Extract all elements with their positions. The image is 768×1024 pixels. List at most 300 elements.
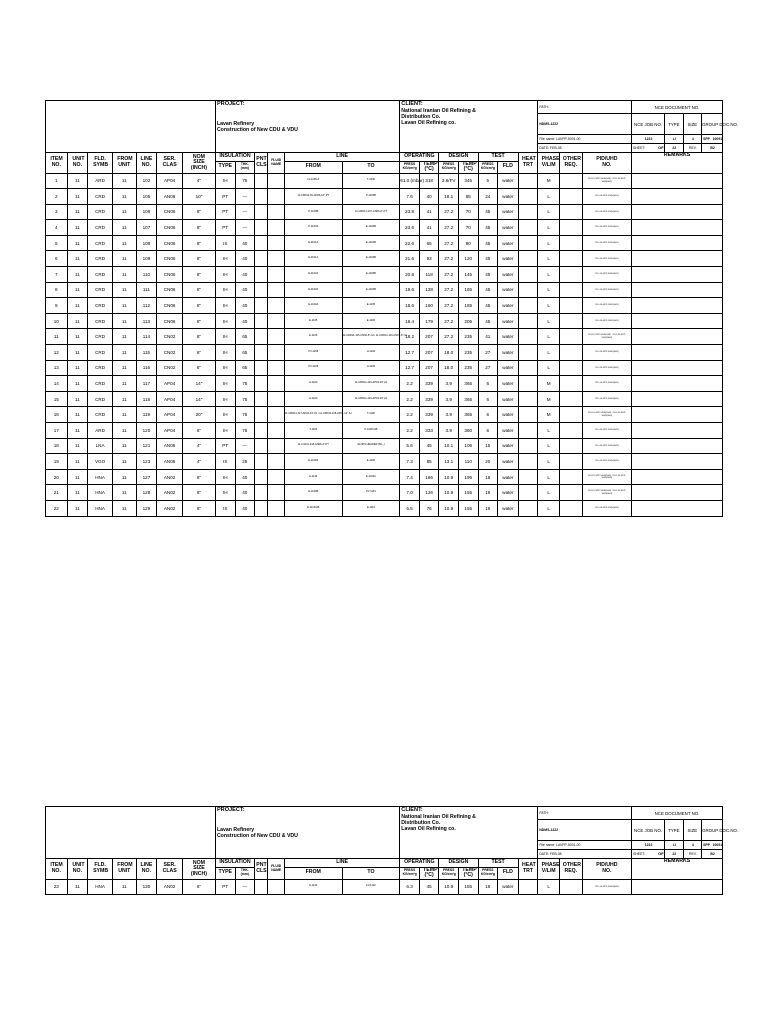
- cell-fluid-name: [268, 485, 284, 501]
- cell-ins-thk: 65: [235, 345, 255, 361]
- cell-other-req: [559, 500, 582, 516]
- cell-heat-trt: [518, 345, 538, 361]
- cell-pnt-cls: [255, 298, 268, 314]
- cell-ser-clas: AN02: [157, 879, 183, 895]
- cell-unit: 11: [67, 879, 88, 895]
- cell-from-unit: 11: [112, 423, 136, 439]
- cell-heat-trt: [518, 391, 538, 407]
- cell-other-req: [559, 313, 582, 329]
- cell-d-temp: 365: [458, 391, 478, 407]
- cell-pnt-cls: [255, 376, 268, 392]
- cell-nom-size: 6": [182, 485, 215, 501]
- cell-ins-thk: —: [235, 204, 255, 220]
- title-blank-cell: [46, 101, 216, 153]
- cell-op-temp: 93: [419, 251, 439, 267]
- cell-ins-type: IH: [215, 376, 235, 392]
- cell-other-req: [559, 879, 582, 895]
- cell-pnt-cls: [255, 329, 268, 345]
- cell-op-press: 21.6: [400, 251, 420, 267]
- cell-fld-symb: ARD: [88, 173, 113, 189]
- cell-item: 14: [46, 376, 68, 392]
- cell-pnt-cls: [255, 313, 268, 329]
- cell-heat-trt: [518, 423, 538, 439]
- cell-ser-clas: CN06: [157, 235, 183, 251]
- cell-remarks: [632, 298, 723, 314]
- cell-ins-thk: —: [235, 220, 255, 236]
- col-nom-size: NOM SIZE (INCH): [182, 153, 215, 174]
- cell-pid: 11LI-DI-SPP-5005(SH3): [582, 438, 631, 454]
- path-label: PATH:: [538, 807, 632, 820]
- col-operating: OPERATING: [400, 153, 439, 162]
- sheet-field: [632, 850, 665, 859]
- cell-heat-trt: [518, 438, 538, 454]
- col-t-press: PRESS KG/cm²g: [478, 867, 498, 879]
- cell-remarks: [632, 329, 723, 345]
- cell-d-press: 27.2: [439, 282, 459, 298]
- cell-d-temp: 120: [458, 251, 478, 267]
- cell-d-press: 3.9: [439, 391, 459, 407]
- project-description: Construction of New CDU & VDU: [216, 833, 298, 839]
- cell-line-no: 123: [136, 454, 157, 470]
- project-name: Lavan Refinery: [216, 827, 255, 833]
- cell-fld-symb: CRD: [88, 235, 113, 251]
- cell-d-press: 27.2: [439, 267, 459, 283]
- cell-pid: 11LI-DI-SPP-5005(SH1): [582, 298, 631, 314]
- cell-t-press: 45: [478, 267, 498, 283]
- cell-phase: L: [538, 313, 560, 329]
- cell-heat-trt: [518, 329, 538, 345]
- cell-ser-clas: CN06: [157, 267, 183, 283]
- cell-line-no: 117: [136, 376, 157, 392]
- cell-line-no: 130: [136, 879, 157, 895]
- cell-op-temp: 118: [419, 267, 439, 283]
- col-line-to: TO: [342, 867, 400, 879]
- cell-op-temp: 45: [419, 438, 439, 454]
- cell-t-fld: water: [498, 360, 519, 376]
- col-t-fld: FLD: [498, 867, 519, 879]
- cell-line-no: 112: [136, 298, 157, 314]
- cell-nom-size: 6": [182, 500, 215, 516]
- cell-fluid-name: [268, 204, 284, 220]
- cell-ins-type: IH: [215, 360, 235, 376]
- cell-d-press: 3.9: [439, 423, 459, 439]
- cell-other-req: [559, 204, 582, 220]
- cell-t-press: 41: [478, 329, 498, 345]
- cell-from-unit: 11: [112, 391, 136, 407]
- cell-heat-trt: [518, 313, 538, 329]
- cell-line-to: E-1200: [342, 454, 400, 470]
- table-row: [46, 879, 723, 895]
- cell-unit: 11: [67, 251, 88, 267]
- cell-line-no: 118: [136, 391, 157, 407]
- col-t-fld: FLD: [498, 161, 519, 173]
- cell-remarks: [632, 485, 723, 501]
- cell-d-press: 27.2: [439, 329, 459, 345]
- cell-phase: L: [538, 485, 560, 501]
- cell-op-press: 7.6: [400, 189, 420, 205]
- table-row: [46, 360, 723, 376]
- cell-fld-symb: CRD: [88, 220, 113, 236]
- cell-pid: 11LI-DI-SPP-5005(SH3): [582, 879, 631, 895]
- path-label: PATH:: [538, 101, 632, 114]
- cell-unit: 11: [67, 345, 88, 361]
- cell-unit: 11: [67, 329, 88, 345]
- cell-remarks: [632, 282, 723, 298]
- cell-ins-type: PT: [215, 189, 235, 205]
- cell-other-req: [559, 235, 582, 251]
- cell-phase: L: [538, 267, 560, 283]
- cell-t-press: 45: [478, 282, 498, 298]
- cell-nom-size: 6": [182, 423, 215, 439]
- cell-d-press: 10.9: [439, 879, 459, 895]
- cell-fld-symb: CRD: [88, 189, 113, 205]
- cell-t-press: 45: [478, 313, 498, 329]
- cell-op-press: 23.8: [400, 204, 420, 220]
- cell-fld-symb: CRD: [88, 313, 113, 329]
- file-name: File name: LAVPP-5001-00: [538, 135, 632, 144]
- project-cell: [215, 101, 399, 153]
- cell-fluid-name: [268, 298, 284, 314]
- ndms-number: NDMS-1222: [538, 114, 632, 135]
- cell-heat-trt: [518, 407, 538, 423]
- col-design: DESIGN: [439, 153, 478, 162]
- cell-pid: 11LI-DI-SPP-5005(SH2): [582, 345, 631, 361]
- cell-line-from: E-1112: [284, 879, 342, 895]
- cell-remarks: [632, 879, 723, 895]
- cell-ins-type: IH: [215, 423, 235, 439]
- file-name: File name: LAVPP-5001-00: [538, 841, 632, 850]
- cell-line-from: E-1105: [284, 313, 342, 329]
- cell-ins-thk: 40: [235, 313, 255, 329]
- col-pnt-cls: PNT CLS: [255, 859, 268, 880]
- client-line-2: Distribution Co.: [401, 114, 441, 120]
- cell-ins-thk: 40: [235, 282, 255, 298]
- cell-d-temp: 70: [458, 220, 478, 236]
- cell-t-press: 6: [478, 407, 498, 423]
- cell-pid: 11LI-DI-SPP-5005(SH3): [582, 500, 631, 516]
- cell-line-no: 110: [136, 267, 157, 283]
- docno-label: DOC.NO.: [719, 827, 739, 833]
- cell-pnt-cls: [255, 438, 268, 454]
- cell-unit: 11: [67, 438, 88, 454]
- cell-ins-thk: —: [235, 879, 255, 895]
- sheet-of: OF: [658, 145, 664, 150]
- cell-line-no: 127: [136, 469, 157, 485]
- cell-ser-clas: AP04: [157, 407, 183, 423]
- col-pid-uhd-no: PID/UHD NO.: [582, 153, 631, 174]
- cell-nom-size: 10": [182, 189, 215, 205]
- cell-line-from: PV-1198: [284, 345, 342, 361]
- cell-t-press: 6: [478, 391, 498, 407]
- cell-unit: 11: [67, 267, 88, 283]
- cell-d-temp: 155: [458, 485, 478, 501]
- cell-ins-type: IH: [215, 329, 235, 345]
- cell-line-to: E-1106: [342, 313, 400, 329]
- cell-nom-size: 8": [182, 267, 215, 283]
- cell-line-from: 11-CRD11-117-AP04-14"-IH / 11-CRD11-118-AP04-14"-IH: [284, 407, 342, 423]
- cell-t-fld: water: [498, 189, 519, 205]
- cell-op-temp: 207: [419, 360, 439, 376]
- cell-op-press: 19.6: [400, 282, 420, 298]
- cell-line-no: 129: [136, 500, 157, 516]
- cell-op-press: 2.2: [400, 376, 420, 392]
- cell-d-temp: 365: [458, 407, 478, 423]
- cell-heat-trt: [518, 454, 538, 470]
- cell-ins-thk: 75: [235, 423, 255, 439]
- cell-unit: 11: [67, 407, 88, 423]
- cell-ser-clas: AN06: [157, 438, 183, 454]
- cell-fluid-name: [268, 251, 284, 267]
- cell-line-to: E-1102B: [342, 251, 400, 267]
- cell-heat-trt: [518, 360, 538, 376]
- cell-t-press: 6: [478, 423, 498, 439]
- cell-other-req: [559, 220, 582, 236]
- cell-fld-symb: CRD: [88, 360, 113, 376]
- cell-item: 5: [46, 235, 68, 251]
- cell-ser-clas: CN02: [157, 360, 183, 376]
- cell-op-temp: 65: [419, 235, 439, 251]
- cell-item: 22: [46, 500, 68, 516]
- cell-pnt-cls: [255, 469, 268, 485]
- cell-ins-thk: 75: [235, 391, 255, 407]
- title-blank-cell: [46, 807, 216, 859]
- col-operating: OPERATING: [400, 859, 439, 868]
- job-no-value: 1222: [632, 841, 665, 850]
- cell-ser-clas: CN02: [157, 329, 183, 345]
- cell-item: 16: [46, 407, 68, 423]
- cell-pnt-cls: [255, 220, 268, 236]
- cell-op-temp: 126: [419, 485, 439, 501]
- cell-item: 10: [46, 313, 68, 329]
- cell-ser-clas: CN06: [157, 313, 183, 329]
- cell-phase: L: [538, 329, 560, 345]
- cell-line-no: 109: [136, 251, 157, 267]
- cell-op-temp: 41: [419, 204, 439, 220]
- col-line-no: LINE NO.: [136, 859, 157, 880]
- cell-remarks: [632, 391, 723, 407]
- cell-unit: 11: [67, 235, 88, 251]
- cell-phase: L: [538, 189, 560, 205]
- cell-pid: 11LI-DI-SPP-5005(SH1): [582, 204, 631, 220]
- col-from-unit: FROM UNIT: [112, 859, 136, 880]
- cell-nom-size: 4": [182, 454, 215, 470]
- cell-ins-type: IS: [215, 500, 235, 516]
- table-row: [46, 313, 723, 329]
- col-fluid-name: FLUID NAME: [268, 153, 284, 174]
- cell-pid: 11LI-DI-SPP-5005(SH1): [582, 313, 631, 329]
- line-list-table-1: [45, 100, 739, 517]
- cell-d-temp: 360: [458, 423, 478, 439]
- cell-op-press: 12.7: [400, 345, 420, 361]
- cell-item: 7: [46, 267, 68, 283]
- cell-op-press: 2.2: [400, 423, 420, 439]
- cell-line-to: H-1100: [342, 345, 400, 361]
- cell-ins-type: PT: [215, 879, 235, 895]
- sheet-total: 22: [665, 144, 684, 153]
- cell-d-press: 3.6/FV: [439, 173, 459, 189]
- cell-ins-type: IH: [215, 251, 235, 267]
- cell-line-to: SLOPS HEADER (B.L.): [342, 438, 400, 454]
- cell-other-req: [559, 454, 582, 470]
- cell-from-unit: 11: [112, 360, 136, 376]
- cell-fluid-name: [268, 879, 284, 895]
- cell-t-press: 16: [478, 500, 498, 516]
- cell-phase: L: [538, 298, 560, 314]
- cell-fluid-name: [268, 173, 284, 189]
- cell-fld-symb: VGO: [88, 454, 113, 470]
- cell-pid: 11LI-DI-SPP-5005(SH3): [582, 454, 631, 470]
- cell-from-unit: 11: [112, 345, 136, 361]
- cell-ins-type: IH: [215, 173, 235, 189]
- cell-ser-clas: AN06: [157, 189, 183, 205]
- cell-pnt-cls: [255, 423, 268, 439]
- client-line-1: National Iranian Oil Refining &: [401, 108, 476, 114]
- cell-op-press: 7.3: [400, 454, 420, 470]
- cell-ins-type: IH: [215, 391, 235, 407]
- cell-ins-type: IH: [215, 469, 235, 485]
- cell-op-press: 6.5: [400, 500, 420, 516]
- cell-item: 15: [46, 391, 68, 407]
- cell-t-press: 15: [478, 438, 498, 454]
- cell-from-unit: 11: [112, 220, 136, 236]
- cell-item: 8: [46, 282, 68, 298]
- cell-item: 3: [46, 204, 68, 220]
- cell-d-press: 3.9: [439, 376, 459, 392]
- cell-op-press: 2.2: [400, 391, 420, 407]
- cell-t-fld: water: [498, 235, 519, 251]
- cell-line-to: FV-1132: [342, 879, 400, 895]
- cell-line-from: E-1101A: [284, 251, 342, 267]
- cell-op-press: 61.0 (mbar): [400, 173, 420, 189]
- cell-fluid-name: [268, 376, 284, 392]
- cell-ins-type: IS: [215, 454, 235, 470]
- cell-d-temp: 165: [458, 282, 478, 298]
- cell-unit: 11: [67, 313, 88, 329]
- cell-op-temp: 85: [419, 454, 439, 470]
- col-item-no: ITEM NO.: [46, 153, 68, 174]
- cell-line-no: 115: [136, 345, 157, 361]
- cell-d-temp: 195: [458, 469, 478, 485]
- cell-fluid-name: [268, 267, 284, 283]
- cell-remarks: [632, 220, 723, 236]
- cell-line-to: 11-CRD11-119-AP04-20"-IH: [342, 391, 400, 407]
- cell-line-from: 11-CRD11-81-AN06-10"-PT: [284, 189, 342, 205]
- cell-line-to: T-1200: [342, 173, 400, 189]
- col-line-to: TO: [342, 161, 400, 173]
- table-row: [46, 500, 723, 516]
- col-ser-clas: SER. CLAS: [157, 153, 183, 174]
- cell-heat-trt: [518, 298, 538, 314]
- col-heat-trt: HEAT TRT: [518, 859, 538, 880]
- cell-op-temp: 166: [419, 469, 439, 485]
- cell-d-temp: 155: [458, 500, 478, 516]
- cell-ser-clas: AN02: [157, 469, 183, 485]
- cell-ser-clas: CN06: [157, 220, 183, 236]
- group-docno-values: [702, 135, 723, 144]
- col-item-no: ITEM NO.: [46, 859, 68, 880]
- cell-fld-symb: CRD: [88, 345, 113, 361]
- cell-from-unit: 11: [112, 298, 136, 314]
- table-row: [46, 391, 723, 407]
- cell-heat-trt: [518, 485, 538, 501]
- cell-nom-size: 14": [182, 391, 215, 407]
- cell-line-to: 11-CRD11-115-CN02-8"-IH / 11-CRD11-116-CN02-8"-IH: [342, 329, 400, 345]
- cell-item: 9: [46, 298, 68, 314]
- col-ins-thk: THK. (mm): [235, 161, 255, 173]
- cell-other-req: [559, 267, 582, 283]
- cell-from-unit: 11: [112, 189, 136, 205]
- cell-line-from: E-1116: [284, 469, 342, 485]
- cell-fld-symb: HNA: [88, 485, 113, 501]
- cell-item: 2: [46, 189, 68, 205]
- cell-pid: 11LI-DI-SPP-5005(SH3): [582, 423, 631, 439]
- docno-value: 10091: [712, 843, 723, 847]
- cell-remarks: [632, 360, 723, 376]
- cell-other-req: [559, 407, 582, 423]
- col-d-press: PRESS KG/cm²g: [439, 161, 459, 173]
- cell-unit: 11: [67, 500, 88, 516]
- col-other-req: OTHER REQ.: [559, 859, 582, 880]
- sheet-label: SHEET:: [633, 852, 645, 856]
- cell-nom-size: 6": [182, 879, 215, 895]
- cell-line-from: PV-1199: [284, 360, 342, 376]
- cell-remarks: [632, 267, 723, 283]
- cell-pid: 11LI-DI-SPP-5005(SH1): [582, 220, 631, 236]
- cell-from-unit: 11: [112, 313, 136, 329]
- col-from-unit: FROM UNIT: [112, 153, 136, 174]
- table-row: [46, 298, 723, 314]
- cell-ins-type: IS: [215, 235, 235, 251]
- cell-op-temp: 160: [419, 298, 439, 314]
- cell-other-req: [559, 438, 582, 454]
- cell-pid: 11LI-DI-SPP-5005(SH2): [582, 376, 631, 392]
- table-row: [46, 329, 723, 345]
- cell-remarks: [632, 500, 723, 516]
- cell-line-to: E-1101B: [342, 235, 400, 251]
- cell-unit: 11: [67, 360, 88, 376]
- group-value: SPP: [703, 137, 710, 141]
- cell-fld-symb: LNA: [88, 438, 113, 454]
- cell-t-fld: water: [498, 329, 519, 345]
- cell-ins-thk: —: [235, 189, 255, 205]
- cell-remarks: [632, 313, 723, 329]
- cell-t-press: 5: [478, 173, 498, 189]
- cell-d-temp: 65: [458, 189, 478, 205]
- col-pid-uhd-no: PID/UHD NO.: [582, 859, 631, 880]
- cell-ins-type: IH: [215, 298, 235, 314]
- cell-ins-thk: 40: [235, 500, 255, 516]
- cell-ser-clas: AN02: [157, 485, 183, 501]
- cell-ins-thk: 40: [235, 235, 255, 251]
- cell-heat-trt: [518, 376, 538, 392]
- cell-ins-type: PT: [215, 220, 235, 236]
- sheet-label: SHEET:: [633, 146, 645, 150]
- cell-op-press: 5.6: [400, 438, 420, 454]
- cell-ins-type: IH: [215, 345, 235, 361]
- cell-nom-size: 4": [182, 438, 215, 454]
- cell-heat-trt: [518, 220, 538, 236]
- cell-op-temp: 179: [419, 313, 439, 329]
- cell-phase: M: [538, 407, 560, 423]
- cell-t-fld: water: [498, 267, 519, 283]
- cell-t-fld: water: [498, 423, 519, 439]
- cell-fluid-name: [268, 438, 284, 454]
- cell-pid: 11LI-DI-SPP-5005(SH2): [582, 360, 631, 376]
- col-test: TEST: [478, 859, 518, 868]
- col-pnt-cls: PNT CLS: [255, 153, 268, 174]
- cell-ser-clas: AP04: [157, 391, 183, 407]
- col-line: LINE: [284, 859, 399, 868]
